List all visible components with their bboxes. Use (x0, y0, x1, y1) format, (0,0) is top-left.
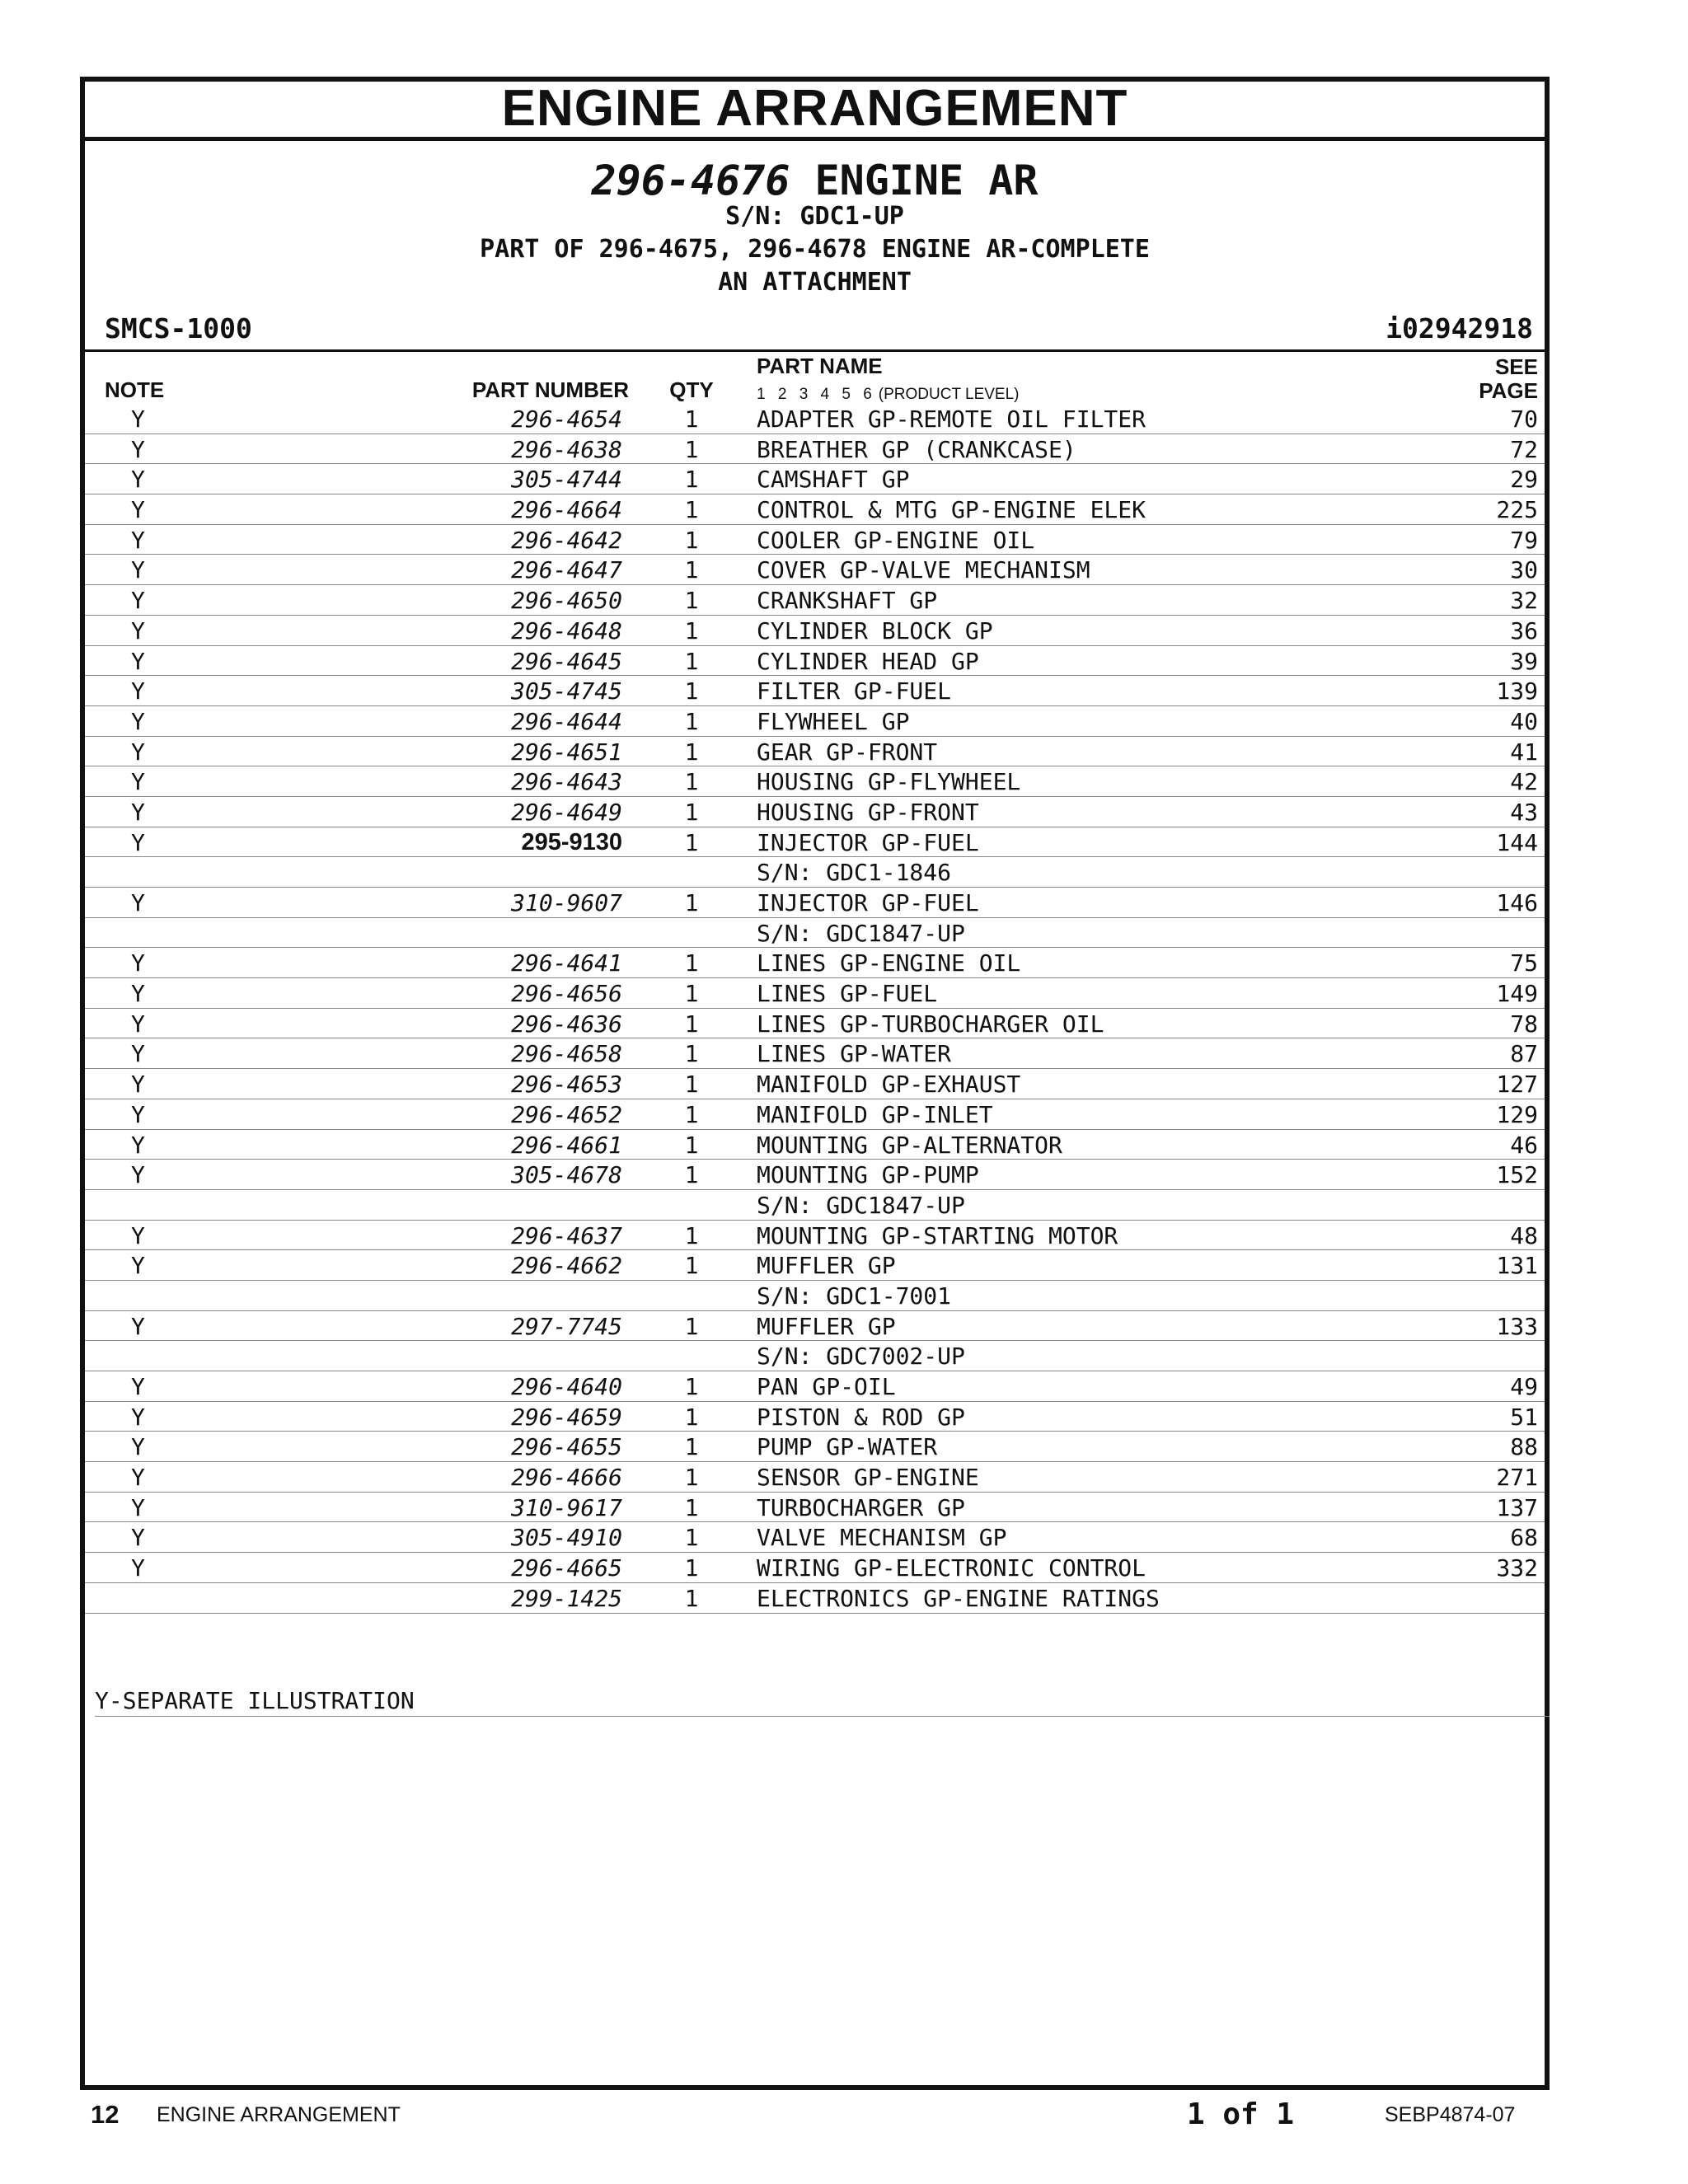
column-header-part-name: PART NAME (757, 354, 883, 378)
qty-cell: 1 (684, 1403, 699, 1431)
part-name-cell: WIRING GP-ELECTRONIC CONTROL (757, 1554, 1146, 1582)
note-cell: Y (131, 556, 145, 584)
part-name-cell: PISTON & ROD GP (757, 1403, 965, 1431)
see-page-cell: 152 (1496, 1161, 1538, 1189)
qty-cell: 1 (684, 587, 699, 615)
see-page-cell: 127 (1496, 1071, 1538, 1099)
see-page-cell: 40 (1510, 707, 1538, 735)
qty-cell: 1 (684, 980, 699, 1008)
see-page-cell: 39 (1510, 647, 1538, 675)
see-page-cell: 42 (1510, 768, 1538, 796)
note-cell: Y (131, 677, 145, 705)
footer-page-number: 12 (91, 2100, 120, 2129)
product-level-numbers: 1 2 3 4 5 6 (757, 386, 872, 403)
note-cell: Y (131, 889, 145, 916)
part-number-cell: 296-4664 (511, 496, 622, 524)
note-cell: Y (131, 707, 145, 735)
part-number-cell: 296-4637 (511, 1221, 622, 1249)
see-page-cell: 48 (1510, 1221, 1538, 1249)
see-page-cell: 146 (1496, 889, 1538, 916)
qty-cell: 1 (684, 1131, 699, 1159)
table-row (85, 1493, 1545, 1523)
column-header-qty: QTY (669, 377, 714, 402)
part-name-cell: S/N: GDC1847-UP (757, 919, 965, 947)
part-name-cell: LINES GP-FUEL (757, 980, 938, 1008)
part-number-cell: 296-4641 (511, 949, 622, 977)
note-cell: Y (131, 526, 145, 554)
serial-range: S/N: GDC1-UP (725, 202, 904, 231)
qty-cell: 1 (684, 707, 699, 735)
qty-cell: 1 (684, 435, 699, 463)
note-cell: Y (131, 738, 145, 766)
page-frame (80, 77, 1550, 2090)
part-number-cell: 296-4642 (511, 526, 622, 554)
part-name-cell: BREATHER GP (CRANKCASE) (757, 435, 1076, 463)
qty-cell: 1 (684, 1373, 699, 1400)
part-name-cell: INJECTOR GP-FUEL (757, 828, 979, 856)
part-number-cell: 296-4653 (511, 1071, 622, 1099)
qty-cell: 1 (684, 1100, 699, 1128)
qty-cell: 1 (684, 1464, 699, 1492)
table-row (85, 827, 1545, 858)
qty-cell: 1 (684, 556, 699, 584)
see-page-cell: 139 (1496, 677, 1538, 705)
parts-table (85, 404, 1545, 1614)
part-name-cell: CRANKSHAFT GP (757, 587, 938, 615)
column-header-page: PAGE (1479, 378, 1538, 403)
footer-section-title: ENGINE ARRANGEMENT (157, 2103, 401, 2126)
table-row (85, 1522, 1545, 1553)
part-number-cell: 295-9130 (521, 828, 622, 855)
part-number-cell: 305-4910 (511, 1524, 622, 1552)
see-page-cell: 36 (1510, 616, 1538, 644)
part-name-cell: COVER GP-VALVE MECHANISM (757, 556, 1090, 584)
see-page-cell: 32 (1510, 587, 1538, 615)
note-cell: Y (131, 1493, 145, 1521)
note-cell: Y (131, 1161, 145, 1189)
see-page-cell: 30 (1510, 556, 1538, 584)
part-number-cell: 305-4745 (511, 677, 622, 705)
table-row (85, 616, 1545, 646)
part-name-cell: TURBOCHARGER GP (757, 1493, 965, 1521)
qty-cell: 1 (684, 647, 699, 675)
header-divider (85, 349, 1545, 352)
qty-cell: 1 (684, 526, 699, 554)
part-name-cell: ELECTRONICS GP-ENGINE RATINGS (757, 1584, 1160, 1612)
part-number-cell: 296-4666 (511, 1464, 622, 1492)
table-row (85, 1190, 1545, 1221)
part-name-cell: S/N: GDC1847-UP (757, 1191, 965, 1219)
note-cell: Y (131, 1221, 145, 1249)
note-cell: Y (131, 435, 145, 463)
part-name-cell: MANIFOLD GP-EXHAUST (757, 1071, 1021, 1099)
table-row (85, 525, 1545, 555)
see-page-cell: 49 (1510, 1373, 1538, 1400)
qty-cell: 1 (684, 1554, 699, 1582)
qty-cell: 1 (684, 1221, 699, 1249)
see-page-cell: 87 (1510, 1040, 1538, 1068)
part-number-cell: 305-4678 (511, 1161, 622, 1189)
column-header-see-page (1420, 355, 1538, 403)
part-of-line: PART OF 296-4675, 296-4678 ENGINE AR-COMPLETE (480, 235, 1150, 264)
part-number-cell: 296-4661 (511, 1131, 622, 1159)
part-number-cell: 296-4644 (511, 707, 622, 735)
see-page-cell: 68 (1510, 1524, 1538, 1552)
attachment-line: AN ATTACHMENT (718, 268, 912, 297)
part-number-cell: 310-9607 (511, 889, 622, 916)
see-page-cell: 144 (1496, 828, 1538, 856)
table-row (85, 646, 1545, 677)
table-row (85, 918, 1545, 949)
arrangement-name: ENGINE AR (814, 157, 1039, 204)
see-page-cell: 51 (1510, 1403, 1538, 1431)
table-row (85, 1462, 1545, 1493)
table-row (85, 1553, 1545, 1583)
table-row (85, 1221, 1545, 1251)
see-page-cell: 29 (1510, 466, 1538, 494)
note-cell: Y (131, 1433, 145, 1461)
part-name-cell: VALVE MECHANISM GP (757, 1524, 1007, 1552)
qty-cell: 1 (684, 616, 699, 644)
note-cell: Y (131, 587, 145, 615)
qty-cell: 1 (684, 1010, 699, 1038)
note-cell: Y (131, 1312, 145, 1340)
table-row (85, 948, 1545, 978)
part-name-cell: MOUNTING GP-ALTERNATOR (757, 1131, 1062, 1159)
table-row (85, 434, 1545, 465)
part-name-cell: MUFFLER GP (757, 1252, 896, 1280)
table-row (85, 1250, 1545, 1281)
qty-cell: 1 (684, 798, 699, 826)
see-page-cell: 79 (1510, 526, 1538, 554)
table-row (85, 737, 1545, 767)
table-row (85, 555, 1545, 585)
table-row (85, 1311, 1545, 1342)
qty-cell: 1 (684, 1161, 699, 1189)
note-cell: Y (131, 1464, 145, 1492)
note-cell: Y (131, 1403, 145, 1431)
part-name-cell: INJECTOR GP-FUEL (757, 889, 979, 916)
part-number-cell: 296-4665 (511, 1554, 622, 1582)
part-name-cell: MOUNTING GP-STARTING MOTOR (757, 1221, 1118, 1249)
see-page-cell: 41 (1510, 738, 1538, 766)
see-page-cell: 137 (1496, 1493, 1538, 1521)
column-header-part-number: PART NUMBER (471, 377, 629, 402)
part-number-cell: 296-4636 (511, 1010, 622, 1038)
section-banner: ENGINE ARRANGEMENT (85, 82, 1545, 141)
note-cell: Y (131, 466, 145, 494)
note-cell: Y (131, 1554, 145, 1582)
table-row (85, 1281, 1545, 1311)
part-number-cell: 296-4658 (511, 1040, 622, 1068)
table-row (85, 706, 1545, 737)
part-number-cell: 296-4647 (511, 556, 622, 584)
see-page-cell: 88 (1510, 1433, 1538, 1461)
see-page-cell: 149 (1496, 980, 1538, 1008)
part-number-cell: 296-4648 (511, 616, 622, 644)
note-cell: Y (131, 496, 145, 524)
table-row (85, 1402, 1545, 1432)
qty-cell: 1 (684, 738, 699, 766)
qty-cell: 1 (684, 1524, 699, 1552)
document-ident: i02942918 (1386, 312, 1533, 344)
footer-page-count: 1 of 1 (1187, 2097, 1295, 2131)
table-row (85, 1160, 1545, 1190)
part-number-cell: 296-4656 (511, 980, 622, 1008)
qty-cell: 1 (684, 889, 699, 916)
see-page-cell: 46 (1510, 1131, 1538, 1159)
note-cell: Y (131, 1131, 145, 1159)
note-cell: Y (131, 647, 145, 675)
qty-cell: 1 (684, 1252, 699, 1280)
table-row (85, 1371, 1545, 1402)
note-cell: Y (131, 768, 145, 796)
note-cell: Y (131, 405, 145, 433)
note-cell: Y (131, 1010, 145, 1038)
table-row (85, 1341, 1545, 1371)
see-page-cell: 131 (1496, 1252, 1538, 1280)
table-row (85, 464, 1545, 494)
see-page-cell: 133 (1496, 1312, 1538, 1340)
table-row (85, 1009, 1545, 1039)
qty-cell: 1 (684, 828, 699, 856)
note-cell: Y (131, 1373, 145, 1400)
note-cell: Y (131, 980, 145, 1008)
part-number-cell: 296-4659 (511, 1403, 622, 1431)
table-row (85, 494, 1545, 525)
part-number-cell: 296-4662 (511, 1252, 622, 1280)
part-name-cell: CONTROL & MTG GP-ENGINE ELEK (757, 496, 1146, 524)
part-number-cell: 297-7745 (511, 1312, 622, 1340)
table-row (85, 404, 1545, 434)
part-name-cell: S/N: GDC1-1846 (757, 859, 952, 887)
table-row (85, 1130, 1545, 1160)
qty-cell: 1 (684, 949, 699, 977)
part-number-cell: 296-4651 (511, 738, 622, 766)
note-cell: Y (131, 1100, 145, 1128)
qty-cell: 1 (684, 677, 699, 705)
qty-cell: 1 (684, 768, 699, 796)
part-name-cell: GEAR GP-FRONT (757, 738, 938, 766)
note-cell: Y (131, 828, 145, 856)
part-name-cell: LINES GP-ENGINE OIL (757, 949, 1021, 977)
smcs-code: SMCS-1000 (105, 312, 252, 344)
table-row (85, 888, 1545, 918)
qty-cell: 1 (684, 496, 699, 524)
part-number-cell: 296-4643 (511, 768, 622, 796)
product-level-label: (PRODUCT LEVEL) (878, 386, 1020, 403)
see-page-cell: 129 (1496, 1100, 1538, 1128)
part-number-cell: 305-4744 (511, 466, 622, 494)
see-page-cell: 72 (1510, 435, 1538, 463)
see-page-cell: 75 (1510, 949, 1538, 977)
table-row (85, 1038, 1545, 1069)
arrangement-part-number: 296-4676 (591, 157, 790, 204)
part-number-cell: 296-4645 (511, 647, 622, 675)
table-row (85, 857, 1545, 888)
note-cell: Y (131, 949, 145, 977)
part-name-cell: CAMSHAFT GP (757, 466, 910, 494)
part-number-cell: 296-4638 (511, 435, 622, 463)
part-name-cell: ADAPTER GP-REMOTE OIL FILTER (757, 405, 1146, 433)
part-name-cell: CYLINDER HEAD GP (757, 647, 979, 675)
column-header-note: NOTE (105, 377, 165, 402)
table-row (85, 1069, 1545, 1099)
part-name-cell: PAN GP-OIL (757, 1373, 896, 1400)
part-name-cell: MUFFLER GP (757, 1312, 896, 1340)
arrangement-title (85, 156, 1545, 205)
footer-document-id: SEBP4874-07 (1385, 2103, 1516, 2126)
qty-cell: 1 (684, 1040, 699, 1068)
column-header-see: SEE (1494, 354, 1538, 379)
part-number-cell: 296-4654 (511, 405, 622, 433)
see-page-cell: 43 (1510, 798, 1538, 826)
qty-cell: 1 (684, 405, 699, 433)
qty-cell: 1 (684, 1433, 699, 1461)
part-number-cell: 296-4650 (511, 587, 622, 615)
see-page-cell: 271 (1496, 1464, 1538, 1492)
part-number-cell: 299-1425 (511, 1584, 622, 1612)
note-cell: Y (131, 1524, 145, 1552)
table-row (85, 1432, 1545, 1462)
table-row (85, 797, 1545, 827)
part-name-cell: COOLER GP-ENGINE OIL (757, 526, 1035, 554)
part-name-cell: HOUSING GP-FRONT (757, 798, 979, 826)
part-name-cell: MOUNTING GP-PUMP (757, 1161, 979, 1189)
see-page-cell: 225 (1496, 496, 1538, 524)
part-name-cell: HOUSING GP-FLYWHEEL (757, 768, 1021, 796)
qty-cell: 1 (684, 466, 699, 494)
part-name-cell: FILTER GP-FUEL (757, 677, 952, 705)
part-name-cell: CYLINDER BLOCK GP (757, 616, 993, 644)
part-name-cell: PUMP GP-WATER (757, 1433, 938, 1461)
part-name-cell: FLYWHEEL GP (757, 707, 910, 735)
see-page-cell: 70 (1510, 405, 1538, 433)
part-name-cell: SENSOR GP-ENGINE (757, 1464, 979, 1492)
part-number-cell: 310-9617 (511, 1493, 622, 1521)
part-name-cell: S/N: GDC7002-UP (757, 1343, 965, 1371)
note-cell: Y (131, 1071, 145, 1099)
qty-cell: 1 (684, 1312, 699, 1340)
note-cell: Y (131, 798, 145, 826)
part-number-cell: 296-4652 (511, 1100, 622, 1128)
part-number-cell: 296-4640 (511, 1373, 622, 1400)
part-name-cell: LINES GP-WATER (757, 1040, 952, 1068)
part-number-cell: 296-4649 (511, 798, 622, 826)
table-row (85, 978, 1545, 1009)
qty-cell: 1 (684, 1493, 699, 1521)
part-name-cell: S/N: GDC1-7001 (757, 1282, 952, 1310)
legend-note: Y-SEPARATE ILLUSTRATION (95, 1685, 1550, 1717)
see-page-cell: 332 (1496, 1554, 1538, 1582)
note-cell: Y (131, 1252, 145, 1280)
qty-cell: 1 (684, 1071, 699, 1099)
table-row (85, 585, 1545, 616)
see-page-cell: 78 (1510, 1010, 1538, 1038)
table-row (85, 676, 1545, 706)
table-row (85, 1099, 1545, 1130)
part-name-cell: MANIFOLD GP-INLET (757, 1100, 993, 1128)
part-name-cell: LINES GP-TURBOCHARGER OIL (757, 1010, 1104, 1038)
note-cell: Y (131, 1040, 145, 1068)
table-row (85, 766, 1545, 797)
table-row (85, 1583, 1545, 1614)
note-cell: Y (131, 616, 145, 644)
part-number-cell: 296-4655 (511, 1433, 622, 1461)
qty-cell: 1 (684, 1584, 699, 1612)
